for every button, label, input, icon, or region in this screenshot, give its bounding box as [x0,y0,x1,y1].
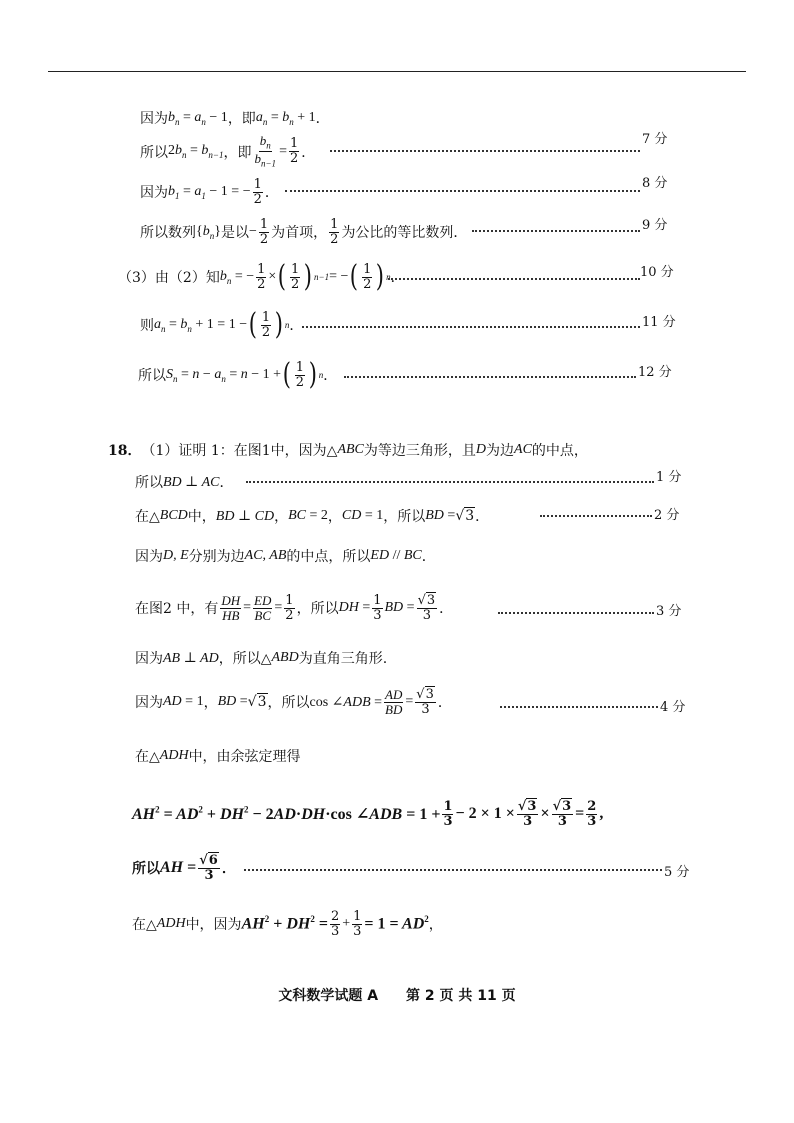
line-17-6: 则 $a_n = b_n + 1 = 1$ − ( $\frac{1}{2}$ ) n ． [140,307,304,342]
line-18-6: 因为 AB ⊥ AD ，所以△ ABD 为直角三角形. [135,650,388,667]
leader-2 [540,515,652,517]
leader-10 [388,278,640,280]
score-4: 4 分 [660,700,686,715]
score-5: 5 分 [664,865,690,880]
line-18-11: 在△ ADH 中，因为 $AH^2 + DH^2$ = $\frac{2}{3}$ + $\frac{1}{3}$ = $1 = AD^2$ ， [132,909,443,939]
score-12: 12 分 [638,365,672,380]
score-3: 3 分 [656,604,682,619]
line-18-1: 18． （1）证明 1：在图1中，因为△ ABC 为等边三角形，且 D 为边 AC 的中点， [108,442,588,459]
score-10: 10 分 [640,265,674,280]
line-18-8: 在△ ADH 中，由余弦定理得 [135,748,301,765]
score-11: 11 分 [642,315,676,330]
score-9: 9 分 [642,218,668,233]
score-8: 8 分 [642,176,668,191]
line-18-7: 因为 AD = 1 ， BD = √3 ，所以 cos ∠ADB = $\frac{AD}{BD}$ = $\frac{√3}{3}$ ． [135,687,452,717]
line-17-4: 所以数列 $\{b_n\}$ 是以 − $\frac{1}{2}$ 为首项， $\frac{1}{2}$ 为公比的等比数列． [140,217,468,247]
leader-12 [344,376,636,378]
top-rule [48,71,746,72]
leader-11 [302,326,640,328]
leader-4 [500,706,658,708]
line-17-2: 所以 $2b_n = b_{n-1}$ ，即 $\frac{b_n}{b_{n-1}}$ = $\frac{1}{2}$ ． [140,133,316,169]
line-17-7: 所以 $S_n = n - a_n = n - 1$ + ( $\frac{1}{2}$ ) n ． [138,357,338,392]
line-17-3: 因为 $b_1 = a_1 - 1$ = − $\frac{1}{2}$ ． [140,177,279,207]
line-18-10: 所以 AH = $\frac{√6}{3}$ ． [132,853,236,883]
line-17-5: （3）由（2）知 $b_n$ = − $\frac{1}{2}$ × ( $\frac{1}{2}$ ) n−1 = − ( $\frac{1}{2}$ ) n ． [118,259,405,294]
leader-1 [246,481,654,483]
line-17-1: 因为 $b_n = a_n - 1$ ，即 $a_n = b_n + 1$ ． [140,109,330,127]
leader-7 [330,150,640,152]
leader-5 [244,869,662,871]
leader-9 [472,230,640,232]
leader-3 [498,612,654,614]
line-18-4: 因为 D, E 分别为边 AC, AB 的中点，所以 ED // BC ． [135,548,436,565]
line-18-3: 在△ BCD 中， BD ⊥ CD ， BC = 2 ， CD = 1 ，所以 BD = √3 ． [135,508,490,525]
page-footer: 文科数学试题 A 第 2 页 共 11 页 [278,988,516,1004]
score-7: 7 分 [642,132,668,147]
leader-8 [285,190,640,192]
line-18-5: 在图2 中，有 $\frac{DH}{HB}$ = $\frac{ED}{BC}$ = $\frac{1}{2}$ ，所以 DH = $\frac{1}{3}$ BD = $\frac{√3}{3}$ ． [135,593,454,623]
line-18-2: 所以 BD ⊥ AC ． [135,474,234,491]
score-2: 2 分 [654,508,680,523]
score-1: 1 分 [656,470,682,485]
line-18-9-cosine-law: $AH^2 = AD^2 + DH^2 - 2AD\cdot DH\cdot\cos$ ∠ADB = 1 + $\frac{1}{3}$ − 2 × 1 × $\frac{√3}{3}$ × $\frac{√3}{3}$ = $\frac{2}{3}$ , [132,799,604,829]
